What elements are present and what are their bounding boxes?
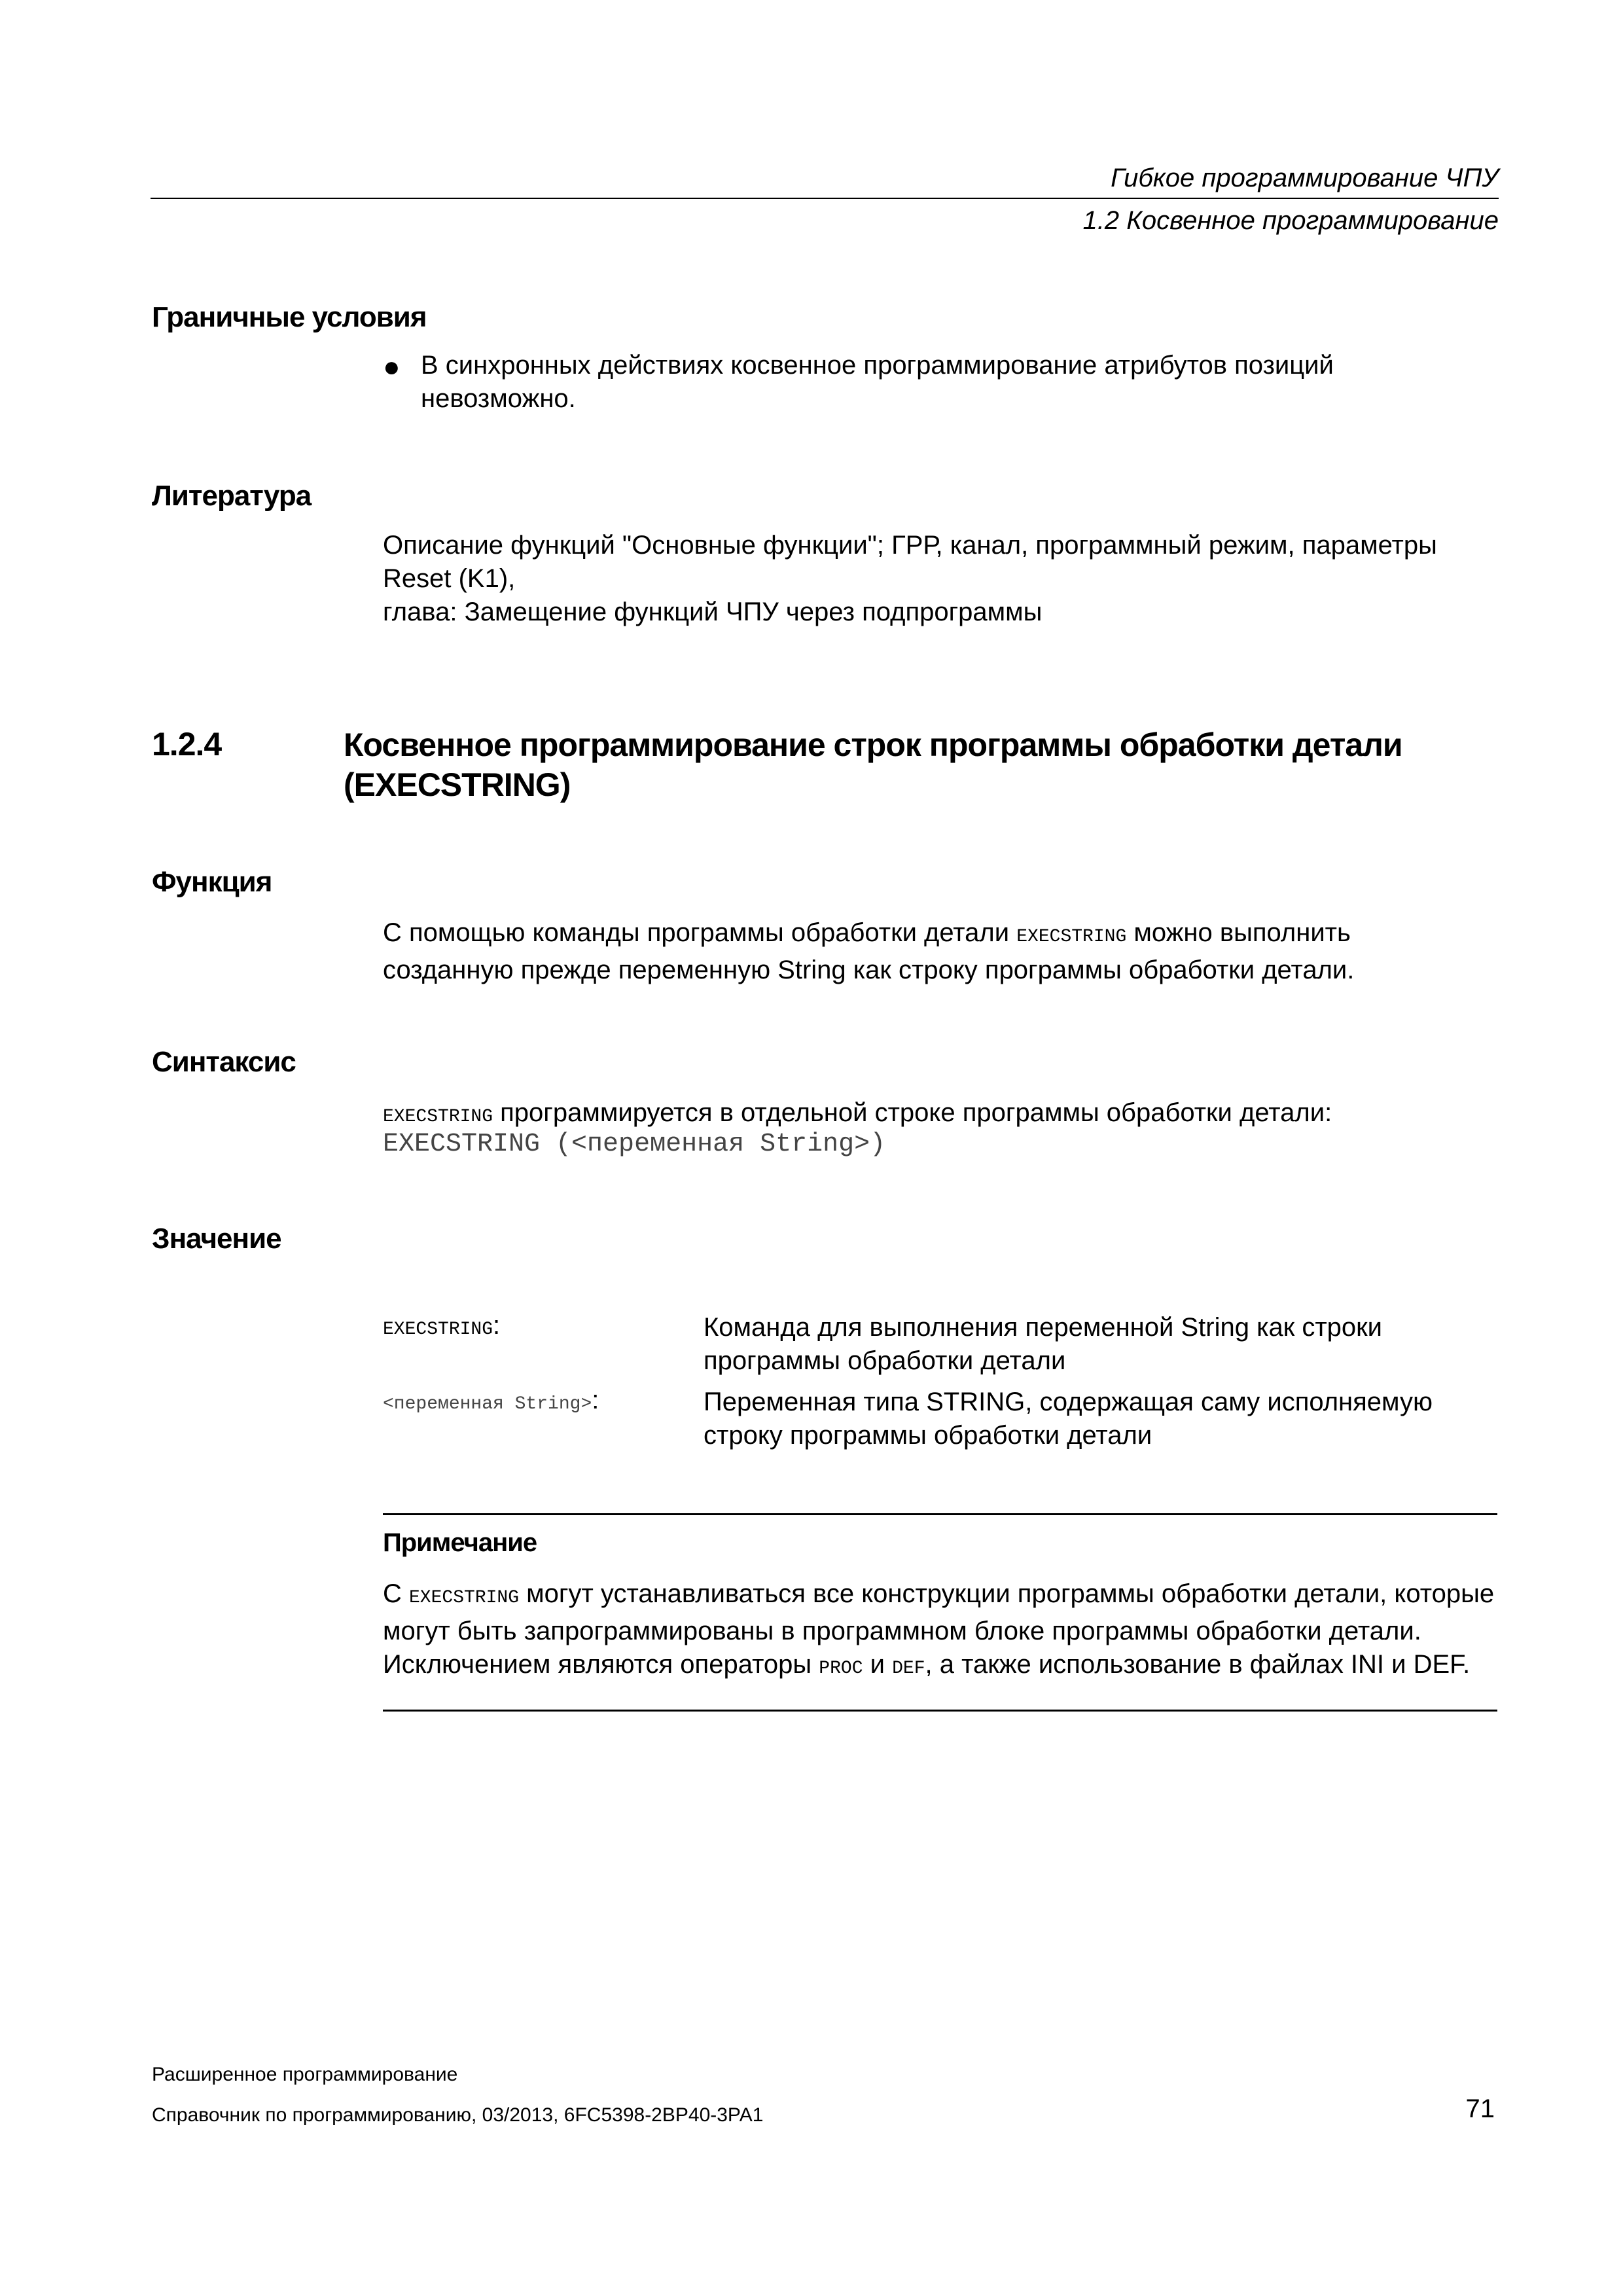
header-rule	[151, 198, 1499, 199]
note-code2: PROC	[819, 1659, 863, 1679]
function-text	[383, 916, 1482, 987]
note-p4: , а также использование в файлах INI и DEF.	[925, 1650, 1471, 1679]
meaning-term-2-code: <переменная String>	[383, 1394, 592, 1414]
syntax-heading: Синтаксис	[152, 1046, 296, 1078]
syntax-text-body: программируется в отдельной строке программы обработки детали:	[493, 1098, 1332, 1127]
note-top-rule	[383, 1513, 1497, 1515]
note-p3: и	[863, 1650, 893, 1679]
section-title: Косвенное программирование строк программы обработки детали (EXECSTRING)	[344, 726, 1402, 803]
note-bottom-rule	[383, 1710, 1497, 1712]
meaning-heading: Значение	[152, 1223, 281, 1255]
note-code1: EXECSTRING	[409, 1588, 520, 1608]
note-code3: DEF	[892, 1659, 925, 1679]
header-section: 1.2 Косвенное программирование	[1082, 206, 1499, 235]
literature-text	[383, 529, 1499, 629]
syntax-code-inline: EXECSTRING	[383, 1107, 493, 1127]
footer-subtitle: Справочник по программированию, 03/2013, 6FC5398-2BP40-3PA1	[152, 2104, 764, 2126]
literature-line1: Описание функций "Основные функции"; ГРР, канал, программный режим, параметры Reset (K1),	[383, 531, 1437, 593]
bullet-icon: ●	[383, 351, 401, 383]
literature-heading: Литература	[152, 480, 312, 512]
literature-line2: глава: Замещение функций ЧПУ через подпрограммы	[383, 598, 1043, 626]
meaning-term-1	[383, 1311, 500, 1340]
meaning-desc-1: Команда для выполнения переменной String как строки программы обработки детали	[704, 1313, 1382, 1375]
note-heading: Примечание	[383, 1528, 537, 1557]
footer-title: Расширенное программирование	[152, 2064, 458, 2085]
boundary-bullet-text: В синхронных действиях косвенное программирование атрибутов позиций невозможно.	[421, 351, 1334, 413]
syntax-code-line: EXECSTRING (<переменная String>)	[383, 1130, 886, 1159]
section-number: 1.2.4	[152, 726, 222, 762]
syntax-text	[383, 1096, 1482, 1134]
boundary-heading: Граничные условия	[152, 301, 427, 333]
note-p2: могут устанавливаться все конструкции программы обработки детали, которые могут быть запрограммированы в программном блоке программы обработки детали. Исключением являются операторы	[383, 1579, 1495, 1679]
function-heading: Функция	[152, 866, 272, 898]
meaning-term-2	[383, 1386, 599, 1415]
note-p1: С	[383, 1579, 409, 1608]
meaning-term-2-colon: :	[592, 1386, 599, 1414]
note-text	[383, 1577, 1497, 1685]
function-code: EXECSTRING	[1016, 927, 1127, 947]
page-number: 71	[1465, 2094, 1495, 2123]
meaning-desc-2: Переменная типа STRING, содержащая саму исполняемую строку программы обработки детали	[704, 1388, 1433, 1450]
meaning-term-1-colon: :	[493, 1311, 501, 1340]
meaning-term-1-code: EXECSTRING	[383, 1319, 493, 1340]
function-text-before: С помощью команды программы обработки детали	[383, 918, 1017, 947]
function-text-after: можно выполнить созданную прежде переменную String как строку программы обработки детали.	[383, 918, 1355, 984]
header-chapter: Гибкое программирование ЧПУ	[1111, 164, 1499, 192]
